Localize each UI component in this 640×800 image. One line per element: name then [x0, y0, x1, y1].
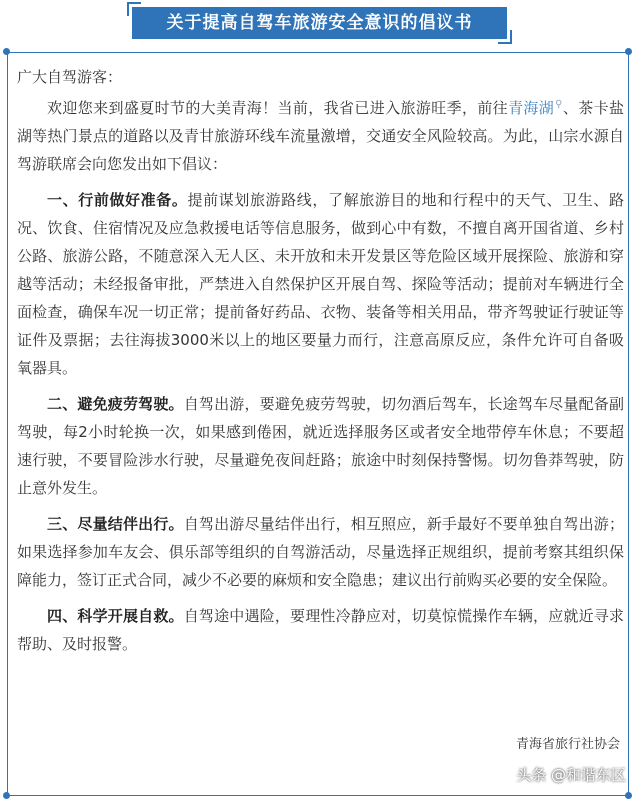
search-icon: ⚲: [555, 99, 563, 110]
section-heading: 二、避免疲劳驾驶。: [47, 395, 184, 413]
greeting: 广大自驾游客：: [17, 68, 123, 86]
watermark: 头条 @和谐东区: [516, 766, 626, 784]
section-body: 自驾出游，要避免疲劳驾驶，切勿酒后驾车，长途驾车尽量配备副驾驶，每2小时轮换一次，如果感到倦困，就近选择服务区或者安全地带停车休息；不要超速行驶，不要冒险涉水行驶，尽量避免夜间赶路；旅途中时刻保持警惕。切勿鲁莽驾驶，防止意外发生。: [17, 395, 624, 497]
section-heading: 一、行前做好准备。: [47, 191, 188, 209]
section-3: [17, 510, 624, 594]
intro-text-after: 、茶卡盐湖等热门景点的道路以及青甘旅游环线车流量激增，交通安全风险较高。为此，山宗水源自驾游联席会向您发出如下倡议：: [17, 99, 624, 173]
section-body: 自驾途中遇险，要理性冷静应对，切莫惊慌操作车辆，应就近寻求帮助、及时报警。: [17, 607, 624, 653]
frame-corner-dot: [625, 48, 632, 55]
section-4: [17, 602, 624, 658]
frame-corner-dot: [3, 48, 10, 55]
intro-text-before: 欢迎您来到盛夏时节的大美青海！当前，我省已进入旅游旺季，前往: [47, 99, 509, 117]
corner-decoration-bottom-right: [498, 30, 512, 44]
letter-body: [17, 63, 624, 666]
qinghai-lake-link[interactable]: [508, 99, 562, 117]
page-title: 关于提高自驾车旅游安全意识的倡议书: [166, 13, 473, 33]
section-heading: 三、尽量结伴出行。: [47, 515, 184, 533]
corner-decoration-top-left: [127, 2, 141, 16]
section-body: 自驾出游尽量结伴出行，相互照应，新手最好不要单独自驾出游；如果选择参加车友会、俱乐部等组织的自驾游活动，尽量选择正规组织，提前考察其组织保障能力，签订正式合同，减少不必要的麻烦和安全隐患；建议出行前购买必要的安全保险。: [17, 515, 624, 589]
section-2: [17, 390, 624, 502]
signature: 青海省旅行社协会: [515, 737, 620, 752]
intro-paragraph: [17, 91, 624, 178]
frame-corner-dot: [3, 792, 10, 799]
title-banner: [132, 7, 507, 39]
link-text: 青海湖: [508, 99, 555, 117]
section-1: [17, 186, 624, 382]
section-heading: 四、科学开展自救。: [47, 607, 184, 625]
frame-corner-dot: [625, 792, 632, 799]
section-body: 提前谋划旅游路线，了解旅游目的地和行程中的天气、卫生、路况、饮食、住宿情况及应急救援电话等信息服务，做到心中有数，不擅自离开国省道、乡村公路、旅游公路，不随意深入无人区、未开放和未开发景区等危险区域开展探险、旅游和穿越等活动；未经报备审批，严禁进入自然保护区开展自驾、探险等活动；提前对车辆进行全面检查，确保车况一切正常；提前备好药品、衣物、装备等相关用品，带齐驾驶证行驶证等证件及票据；去往海拔3000米以上的地区要量力而行，注意高原反应，条件允许可自备吸氧器具。: [17, 191, 624, 377]
